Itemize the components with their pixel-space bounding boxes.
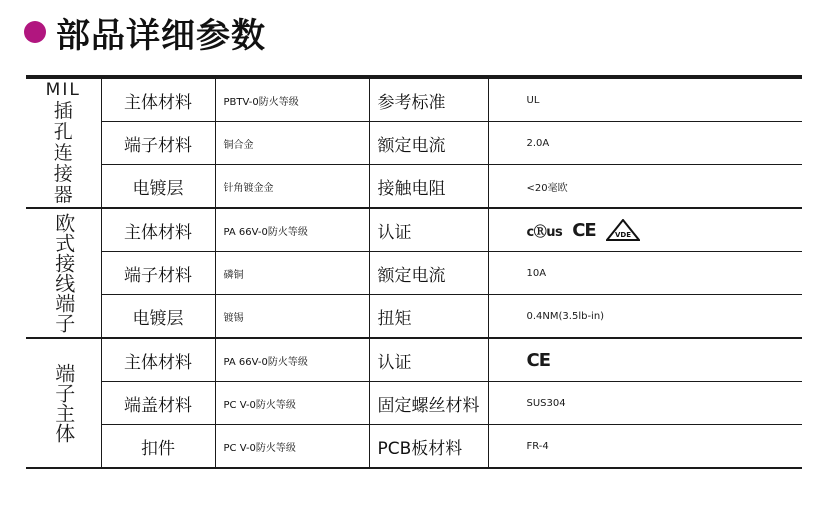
row-label: 端子材料 (101, 252, 215, 295)
row-label: 接触电阻 (369, 165, 488, 209)
svg-text:VDE: VDE (614, 231, 631, 239)
ce-icon: CE (526, 349, 551, 371)
table-row (26, 425, 802, 469)
table-row (26, 122, 802, 165)
row-label: 固定螺丝材料 (369, 382, 488, 425)
page-title: 部品详细参数 (56, 15, 266, 56)
row-label: 端子材料 (101, 122, 215, 165)
row-label: 主体材料 (101, 77, 215, 122)
cert-cell (488, 338, 802, 382)
table-row (26, 382, 802, 425)
row-value: PC V-0防火等级 (215, 425, 369, 469)
row-label: 扣件 (101, 425, 215, 469)
row-label: 认证 (369, 208, 488, 252)
row-value: 10A (488, 252, 802, 295)
cert-cell (488, 208, 802, 252)
spec-table (26, 75, 802, 469)
row-label: 认证 (369, 338, 488, 382)
row-label: PCB板材料 (369, 425, 488, 469)
row-value: PA 66V-0防火等级 (215, 338, 369, 382)
vde-icon (606, 219, 640, 241)
row-label: 参考标准 (369, 77, 488, 122)
row-label: 扭矩 (369, 295, 488, 339)
table-row (26, 208, 802, 252)
table-row (26, 252, 802, 295)
row-value: SUS304 (488, 382, 802, 425)
table-row (26, 295, 802, 339)
page-header (24, 6, 266, 58)
ul-recognized-icon: cⓇus (526, 224, 563, 240)
row-value: 0.4NM(3.5lb-in) (488, 295, 802, 339)
row-value: 针角镀金金 (215, 165, 369, 209)
spec-table-container (26, 75, 802, 469)
table-row (26, 338, 802, 382)
group-label-euro-terminal: 欧式接线端子 (26, 208, 101, 338)
row-value: <20毫欧 (488, 165, 802, 209)
table-row (26, 165, 802, 209)
row-label: 端盖材料 (101, 382, 215, 425)
row-label: 主体材料 (101, 208, 215, 252)
row-value: 铜合金 (215, 122, 369, 165)
group-label-terminal-body: 端子主体 (26, 338, 101, 468)
group-label-mil: MIL 插孔连接器 (26, 77, 101, 208)
row-value: PBTV-0防火等级 (215, 77, 369, 122)
row-label: 主体材料 (101, 338, 215, 382)
row-value: 2.0A (488, 122, 802, 165)
row-label: 额定电流 (369, 122, 488, 165)
title-bullet-icon (24, 21, 46, 43)
row-value: FR-4 (488, 425, 802, 469)
row-label: 电镀层 (101, 165, 215, 209)
row-value: PA 66V-0防火等级 (215, 208, 369, 252)
row-value: PC V-0防火等级 (215, 382, 369, 425)
row-value: 镀锡 (215, 295, 369, 339)
row-value: UL (488, 77, 802, 122)
row-label: 额定电流 (369, 252, 488, 295)
row-value: 磷铜 (215, 252, 369, 295)
cert-icons (527, 219, 795, 241)
table-row (26, 77, 802, 122)
row-label: 电镀层 (101, 295, 215, 339)
ce-icon: CE (572, 219, 596, 241)
